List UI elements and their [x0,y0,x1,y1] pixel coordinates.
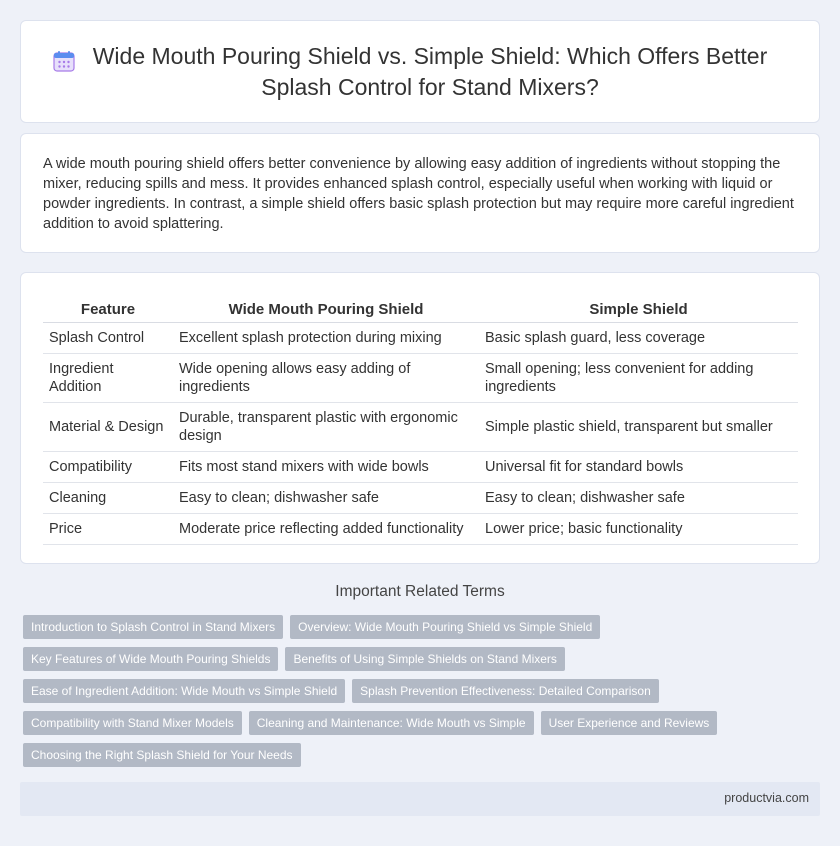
related-term-tag[interactable]: Ease of Ingredient Addition: Wide Mouth vs Simple Shield [23,679,345,703]
table-cell: Lower price; basic functionality [479,514,798,545]
table-header-row [43,295,798,323]
table-row [43,403,798,452]
column-header-feature: Feature [43,295,173,323]
related-term-tag[interactable]: Overview: Wide Mouth Pouring Shield vs Simple Shield [290,615,600,639]
table-cell: Moderate price reflecting added functionality [173,514,479,545]
comparison-table [43,295,798,545]
related-term-tag[interactable]: User Experience and Reviews [541,711,718,735]
table-row [43,452,798,483]
column-header-wide-mouth: Wide Mouth Pouring Shield [173,295,479,323]
table-row [43,514,798,545]
table-cell: Ingredient Addition [43,354,173,403]
table-cell: Wide opening allows easy adding of ingredients [173,354,479,403]
comparison-card [20,272,820,564]
table-cell: Easy to clean; dishwasher safe [479,483,798,514]
summary-text: A wide mouth pouring shield offers better convenience by allowing easy addition of ingredients without stopping the mixer, reducing spills and mess. It provides enhanced splash control, especially useful when working with liquid or powder ingredients. In contrast, a simple shield offers basic splash protection but may require more careful ingredient addition to avoid splattering. [43,156,794,232]
table-cell: Compatibility [43,452,173,483]
related-term-tag[interactable]: Compatibility with Stand Mixer Models [23,711,242,735]
column-header-simple: Simple Shield [479,295,798,323]
table-row [43,354,798,403]
table-cell: Splash Control [43,323,173,354]
table-cell: Small opening; less convenient for adding ingredients [479,354,798,403]
page-title: Wide Mouth Pouring Shield vs. Simple Shield: Which Offers Better Splash Control for Stand Mixers? [92,42,768,100]
footer [20,782,820,816]
related-term-tag[interactable]: Splash Prevention Effectiveness: Detailed Comparison [352,679,659,703]
related-terms-heading: Important Related Terms [335,583,505,600]
table-cell: Fits most stand mixers with wide bowls [173,452,479,483]
table-cell: Excellent splash protection during mixing [173,323,479,354]
related-term-tag[interactable]: Key Features of Wide Mouth Pouring Shields [23,647,278,671]
header-card [20,20,820,123]
table-cell: Material & Design [43,403,173,452]
related-term-tag[interactable]: Benefits of Using Simple Shields on Stand Mixers [285,647,564,671]
table-cell: Durable, transparent plastic with ergonomic design [173,403,479,452]
table-cell: Price [43,514,173,545]
summary-card [20,133,820,253]
table-cell: Simple plastic shield, transparent but smaller [479,403,798,452]
related-terms-list [23,615,823,775]
table-cell: Easy to clean; dishwasher safe [173,483,479,514]
table-cell: Cleaning [43,483,173,514]
table-cell: Basic splash guard, less coverage [479,323,798,354]
table-row [43,483,798,514]
table-row [43,323,798,354]
footer-site-link[interactable]: productvia.com [724,791,809,805]
related-term-tag[interactable]: Introduction to Splash Control in Stand Mixers [23,615,283,639]
table-cell: Universal fit for standard bowls [479,452,798,483]
related-term-tag[interactable]: Choosing the Right Splash Shield for Your Needs [23,743,301,767]
related-term-tag[interactable]: Cleaning and Maintenance: Wide Mouth vs Simple [249,711,534,735]
